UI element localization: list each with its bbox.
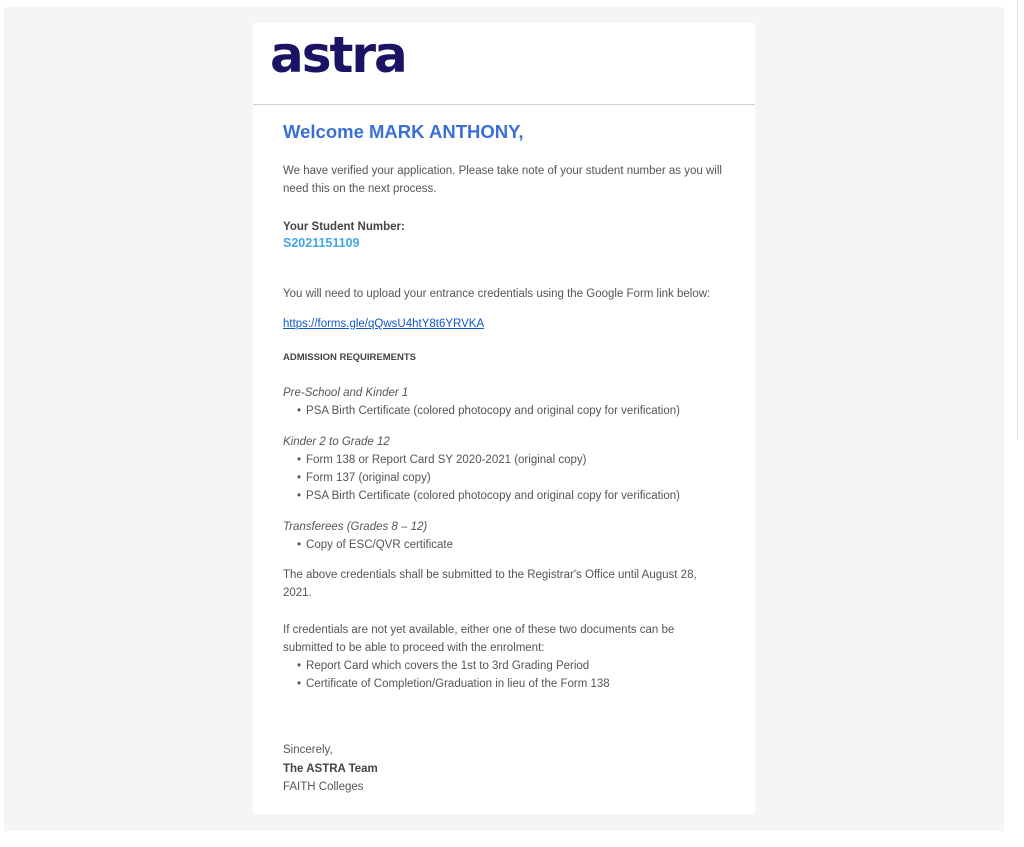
requirements-heading: ADMISSION REQUIREMENTS: [283, 352, 417, 363]
list-item: • PSA Birth Certificate (colored photocopy and original copy for verification): [297, 487, 680, 505]
google-form-link[interactable]: https://forms.gle/qQwsU4htY8t6YRVKA: [283, 318, 485, 330]
deadline-note: The above credentials shall be submitted to the Registrar's Office until August 28, 2021.: [283, 569, 697, 599]
group-list-kinder2-grade12: [297, 451, 680, 505]
team-signature: The ASTRA Team: [283, 763, 378, 775]
fallback-note: If credentials are not yet available, either one of these two documents can be submitted to be able to proceed with the enrolment:: [283, 624, 675, 654]
email-card: [253, 23, 755, 814]
list-item: • Report Card which covers the 1st to 3rd Grading Period: [297, 657, 610, 675]
student-number-value: S2021151109: [283, 236, 360, 250]
group-list-transferees: [297, 536, 453, 554]
list-item: • Form 137 (original copy): [297, 469, 680, 487]
astra-logo: astra: [270, 26, 406, 84]
scrollbar-track: [1017, 0, 1018, 440]
sign-off: Sincerely,: [283, 744, 333, 756]
list-item: • Form 138 or Report Card SY 2020-2021 (original copy): [297, 451, 680, 469]
student-number-label: Your Student Number:: [283, 221, 405, 233]
organization-name: FAITH Colleges: [283, 781, 364, 793]
fallback-list: [297, 657, 610, 693]
group-title-kinder2-grade12: Kinder 2 to Grade 12: [283, 436, 390, 448]
group-list-preschool: [297, 402, 680, 420]
list-item: • Certificate of Completion/Graduation in lieu of the Form 138: [297, 675, 610, 693]
greeting-heading: Welcome MARK ANTHONY,: [283, 121, 524, 142]
list-item: • Copy of ESC/QVR certificate: [297, 536, 453, 554]
intro-text: We have verified your application. Please take note of your student number as you will need this on the next process.: [283, 165, 722, 195]
group-title-transferees: Transferees (Grades 8 – 12): [283, 521, 428, 533]
group-title-preschool: Pre-School and Kinder 1: [283, 387, 409, 399]
upload-instruction: You will need to upload your entrance credentials using the Google Form link below:: [283, 288, 711, 300]
email-header: [253, 23, 755, 105]
list-item: • PSA Birth Certificate (colored photocopy and original copy for verification): [297, 402, 680, 420]
